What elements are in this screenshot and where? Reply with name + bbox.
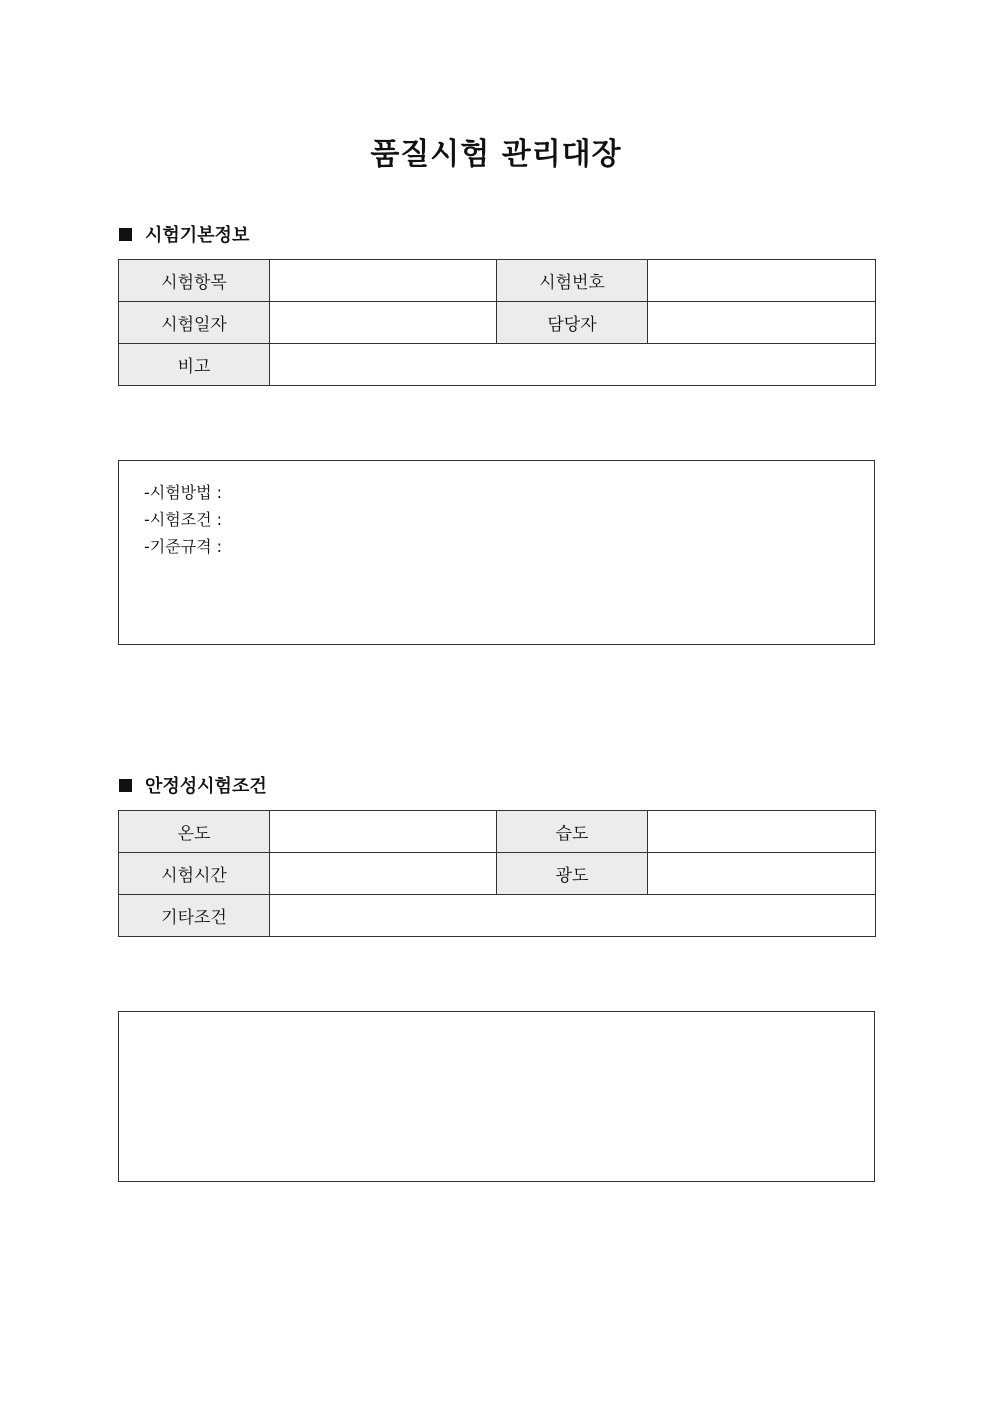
- stability-heading-text: 안정성시험조건: [145, 776, 267, 797]
- manager-field[interactable]: [648, 302, 876, 344]
- standard-spec-line: -기준규격 :: [144, 537, 223, 556]
- stability-notes-box[interactable]: [118, 1011, 875, 1182]
- table-row: [119, 811, 876, 853]
- manager-label: 담당자: [497, 302, 648, 344]
- stability-heading: [119, 772, 267, 798]
- other-conditions-field[interactable]: [270, 895, 876, 937]
- test-item-field[interactable]: [270, 260, 497, 302]
- test-time-label: 시험시간: [119, 853, 270, 895]
- basic-info-table: [118, 259, 876, 386]
- basic-info-heading-text: 시험기본정보: [145, 225, 250, 246]
- test-number-field[interactable]: [648, 260, 876, 302]
- table-row: [119, 302, 876, 344]
- luminosity-field[interactable]: [648, 853, 876, 895]
- table-row: [119, 895, 876, 937]
- test-date-field[interactable]: [270, 302, 497, 344]
- test-time-field[interactable]: [270, 853, 497, 895]
- square-bullet-icon: [119, 228, 132, 241]
- table-row: [119, 344, 876, 386]
- square-bullet-icon: [119, 779, 132, 792]
- humidity-label: 습도: [497, 811, 648, 853]
- table-row: [119, 853, 876, 895]
- test-date-label: 시험일자: [119, 302, 270, 344]
- temperature-field[interactable]: [270, 811, 497, 853]
- other-conditions-label: 기타조건: [119, 895, 270, 937]
- test-method-line: -시험방법 :: [144, 483, 223, 502]
- basic-info-heading: [119, 221, 249, 247]
- note-field[interactable]: [270, 344, 876, 386]
- table-row: [119, 260, 876, 302]
- luminosity-label: 광도: [497, 853, 648, 895]
- document-title: 품질시험 관리대장: [370, 137, 622, 172]
- humidity-field[interactable]: [648, 811, 876, 853]
- test-item-label: 시험항목: [119, 260, 270, 302]
- test-condition-line: -시험조건 :: [144, 510, 223, 529]
- test-method-box[interactable]: [118, 460, 875, 645]
- note-label: 비고: [119, 344, 270, 386]
- stability-table: [118, 810, 876, 937]
- test-number-label: 시험번호: [497, 260, 648, 302]
- temperature-label: 온도: [119, 811, 270, 853]
